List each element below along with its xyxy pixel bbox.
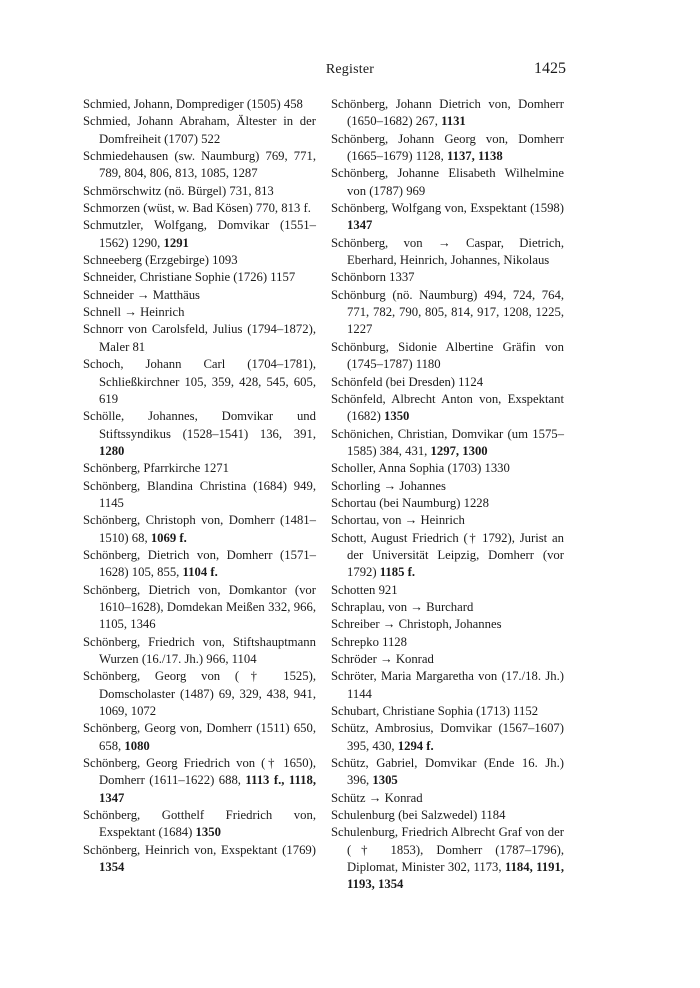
entry-text: Schönberg, Dietrich von, Domkantor (vor 1610–1628), Domdekan Meißen 332, 966, 1105, 1346 (83, 582, 316, 632)
index-entry (83, 512, 316, 547)
entry-text: Schönberg, Blandina Christina (1684) 949, 1145 (83, 478, 316, 510)
entry-main-page-ref: 1305 (372, 773, 398, 788)
index-entry (331, 616, 564, 633)
running-header-title: Register (325, 62, 375, 77)
entry-text: Schönfeld (bei Dresden) 1124 (331, 374, 484, 389)
index-entry (331, 460, 564, 477)
entry-text: Schönberg, Wolfgang von, Exspektant (1598) (331, 201, 564, 216)
index-entry (331, 824, 564, 893)
index-entry (83, 96, 316, 113)
index-entry (331, 235, 564, 270)
entry-main-page-ref: 1294 f. (397, 738, 434, 753)
index-entry (331, 478, 564, 495)
entry-text: Schönberg, von → Caspar, Dietrich, Eberhard, Heinrich, Johannes, Nikolaus (331, 235, 564, 268)
entry-text: Schmorzen (wüst, w. Bad Kösen) 770, 813 f. (83, 201, 311, 216)
entry-text: Schönberg, Johann Dietrich von, Domherr (1650–1682) 267, (331, 97, 564, 129)
index-entry (83, 634, 316, 669)
entry-main-page-ref: 1350 (384, 409, 410, 424)
entry-text: Schönburg, Sidonie Albertine Gräfin von (1745–1787) 1180 (331, 339, 564, 372)
entry-main-page-ref: 1354 (99, 860, 125, 875)
entry-main-page-ref: 1347 (347, 218, 373, 233)
entry-text: Schotten 921 (331, 582, 398, 597)
entry-text: Schröder → Konrad (331, 652, 434, 666)
index-entry (83, 183, 316, 200)
index-entry (331, 668, 564, 703)
entry-main-page-ref: 1350 (195, 825, 221, 840)
index-entry (83, 478, 316, 513)
index-entry (331, 96, 564, 131)
index-entry (331, 374, 564, 391)
entry-main-page-ref: 1291 (163, 235, 189, 250)
index-entry (83, 113, 316, 148)
index-entry (331, 287, 564, 339)
entry-text: Schmiedehausen (sw. Naumburg) 769, 771, 789, 804, 806, 813, 1085, 1287 (83, 149, 316, 181)
page-number: 1425 (534, 60, 566, 77)
index-entry (83, 148, 316, 183)
entry-text: Schönberg, Dietrich von, Domherr (1571–1628) 105, 855, (83, 547, 316, 580)
entry-text: Schönborn 1337 (331, 270, 415, 285)
index-entry (83, 269, 316, 286)
index-entry (83, 304, 316, 321)
index-entry (331, 391, 564, 426)
index-entry (83, 321, 316, 356)
entry-text: Schönberg, Georg Friedrich von († 1650), Domherr (1611–1622) 688, (83, 756, 316, 788)
entry-text: Schönberg, Friedrich von, Stiftshauptmann Wurzen (16./17. Jh.) 966, 1104 (83, 634, 316, 666)
entry-text: Schorling → Johannes (331, 478, 446, 493)
entry-text: Schönberg, Georg von († 1525), Domscholaster (1487) 69, 329, 438, 941, 1069, 1072 (83, 669, 316, 719)
entry-text: Schortau (bei Naumburg) 1228 (331, 495, 489, 510)
entry-text: Schrepko 1128 (331, 634, 407, 649)
entry-text: Schneider, Christiane Sophie (1726) 1157 (83, 270, 296, 285)
entry-main-page-ref: 1297, 1300 (430, 443, 488, 458)
right-column (331, 96, 564, 894)
entry-main-page-ref: 1185 f. (379, 565, 416, 580)
entry-main-page-ref: 1080 (124, 738, 150, 753)
entry-text: Schönberg, Johanne Elisabeth Wilhelmine von (1787) 969 (331, 166, 564, 198)
entry-text: Schnell → Heinrich (83, 305, 185, 320)
entry-text: Schönichen, Christian, Domvikar (um 1575–1585) 384, 431, (331, 426, 564, 458)
index-entry (331, 495, 564, 512)
index-entry (331, 269, 564, 286)
index-entry (331, 807, 564, 824)
entry-text: Schulenburg (bei Salzwedel) 1184 (331, 808, 506, 823)
index-entry (331, 200, 564, 235)
index-entry (331, 790, 564, 807)
index-entry (83, 200, 316, 217)
entry-text: Schubart, Christiane Sophia (1713) 1152 (331, 704, 539, 719)
entry-text: Schott, August Friedrich († 1792), Jurist an der Universität Leipzig, Domherr (vor 1792) (331, 530, 564, 580)
index-entry (83, 582, 316, 634)
index-entry (331, 755, 564, 790)
entry-main-page-ref: 1131 (441, 114, 466, 129)
entry-text: Schütz, Ambrosius, Domvikar (1567–1607) 395, 430, (331, 721, 564, 753)
entry-text: Schönberg, Christoph von, Domherr (1481–1510) 68, (83, 513, 316, 545)
index-entry (83, 720, 316, 755)
index-entry (331, 634, 564, 651)
entry-text: Schölle, Johannes, Domvikar und Stiftssyndikus (1528–1541) 136, 391, (83, 409, 316, 441)
index-entry (331, 426, 564, 461)
index-entry (331, 530, 564, 582)
entry-text: Schmied, Johann, Domprediger (1505) 458 (83, 97, 303, 111)
entry-text: Schönberg, Johann Georg von, Domherr (1665–1679) 1128, (331, 131, 564, 164)
index-entry (331, 599, 564, 616)
entry-main-page-ref: 1104 f. (182, 565, 218, 580)
entry-main-page-ref: 1184, 1191, 1193, 1354 (347, 860, 564, 892)
index-entry (83, 755, 316, 807)
left-column (83, 96, 316, 876)
index-entry (331, 165, 564, 200)
entry-main-page-ref: 1137, 1138 (446, 149, 503, 164)
index-entry (331, 582, 564, 599)
entry-main-page-ref: 1113 f., 1118, 1347 (99, 773, 316, 805)
entry-text: Schönberg, Georg von, Domherr (1511) 650, 658, (83, 721, 316, 753)
entry-text: Schraplau, von → Burchard (331, 599, 474, 614)
index-entry (83, 547, 316, 582)
entry-text: Schröter, Maria Margaretha von (17./18. Jh.) 1144 (331, 669, 564, 701)
entry-text: Scholler, Anna Sophia (1703) 1330 (331, 461, 510, 476)
index-entry (83, 356, 316, 408)
entry-text: Schmutzler, Wolfgang, Domvikar (1551–1562) 1290, (83, 218, 316, 250)
index-entry (83, 807, 316, 842)
index-entry (331, 703, 564, 720)
entry-text: Schönberg, Gotthelf Friedrich von, Exspektant (1684) (83, 808, 316, 840)
entry-text: Schneeberg (Erzgebirge) 1093 (83, 253, 238, 268)
index-entry (331, 339, 564, 374)
entry-text: Schütz, Gabriel, Domvikar (Ende 16. Jh.) 396, (331, 756, 564, 788)
entry-text: Schütz → Konrad (331, 790, 423, 805)
entry-text: Schneider → Matthäus (83, 287, 200, 302)
index-entry (83, 217, 316, 252)
index-entry (331, 720, 564, 755)
entry-text: Schönfeld, Albrecht Anton von, Exspektant (1682) (331, 391, 564, 424)
entry-main-page-ref: 1280 (99, 443, 125, 458)
index-entry (331, 131, 564, 166)
index-entry (83, 287, 316, 304)
entry-text: Schönburg (nö. Naumburg) 494, 724, 764, 771, 782, 790, 805, 814, 917, 1208, 1225, 1227 (331, 287, 564, 337)
index-entry (83, 668, 316, 720)
index-entry (331, 512, 564, 529)
index-entry (83, 408, 316, 460)
entry-text: Schortau, von → Heinrich (331, 513, 465, 528)
entry-text: Schoch, Johann Carl (1704–1781), Schließkirchner 105, 359, 428, 545, 605, 619 (83, 357, 316, 406)
entry-text: Schnorr von Carolsfeld, Julius (1794–1872), Maler 81 (83, 322, 316, 354)
entry-text: Schulenburg, Friedrich Albrecht Graf von der († 1853), Domherr (1787–1796), Diplomat, Minister 302, 1173, (331, 825, 564, 875)
entry-text: Schreiber → Christoph, Johannes (331, 617, 502, 632)
index-entry (83, 252, 316, 269)
entry-text: Schönberg, Heinrich von, Exspektant (1769) (83, 842, 316, 857)
entry-main-page-ref: 1069 f. (150, 530, 187, 545)
index-entry (83, 460, 316, 477)
index-entry (331, 651, 564, 668)
entry-text: Schmörschwitz (nö. Bürgel) 731, 813 (83, 183, 274, 198)
entry-text: Schmied, Johann Abraham, Ältester in der Domfreiheit (1707) 522 (83, 114, 316, 146)
entry-text: Schönberg, Pfarrkirche 1271 (83, 461, 229, 476)
index-entry (83, 842, 316, 877)
